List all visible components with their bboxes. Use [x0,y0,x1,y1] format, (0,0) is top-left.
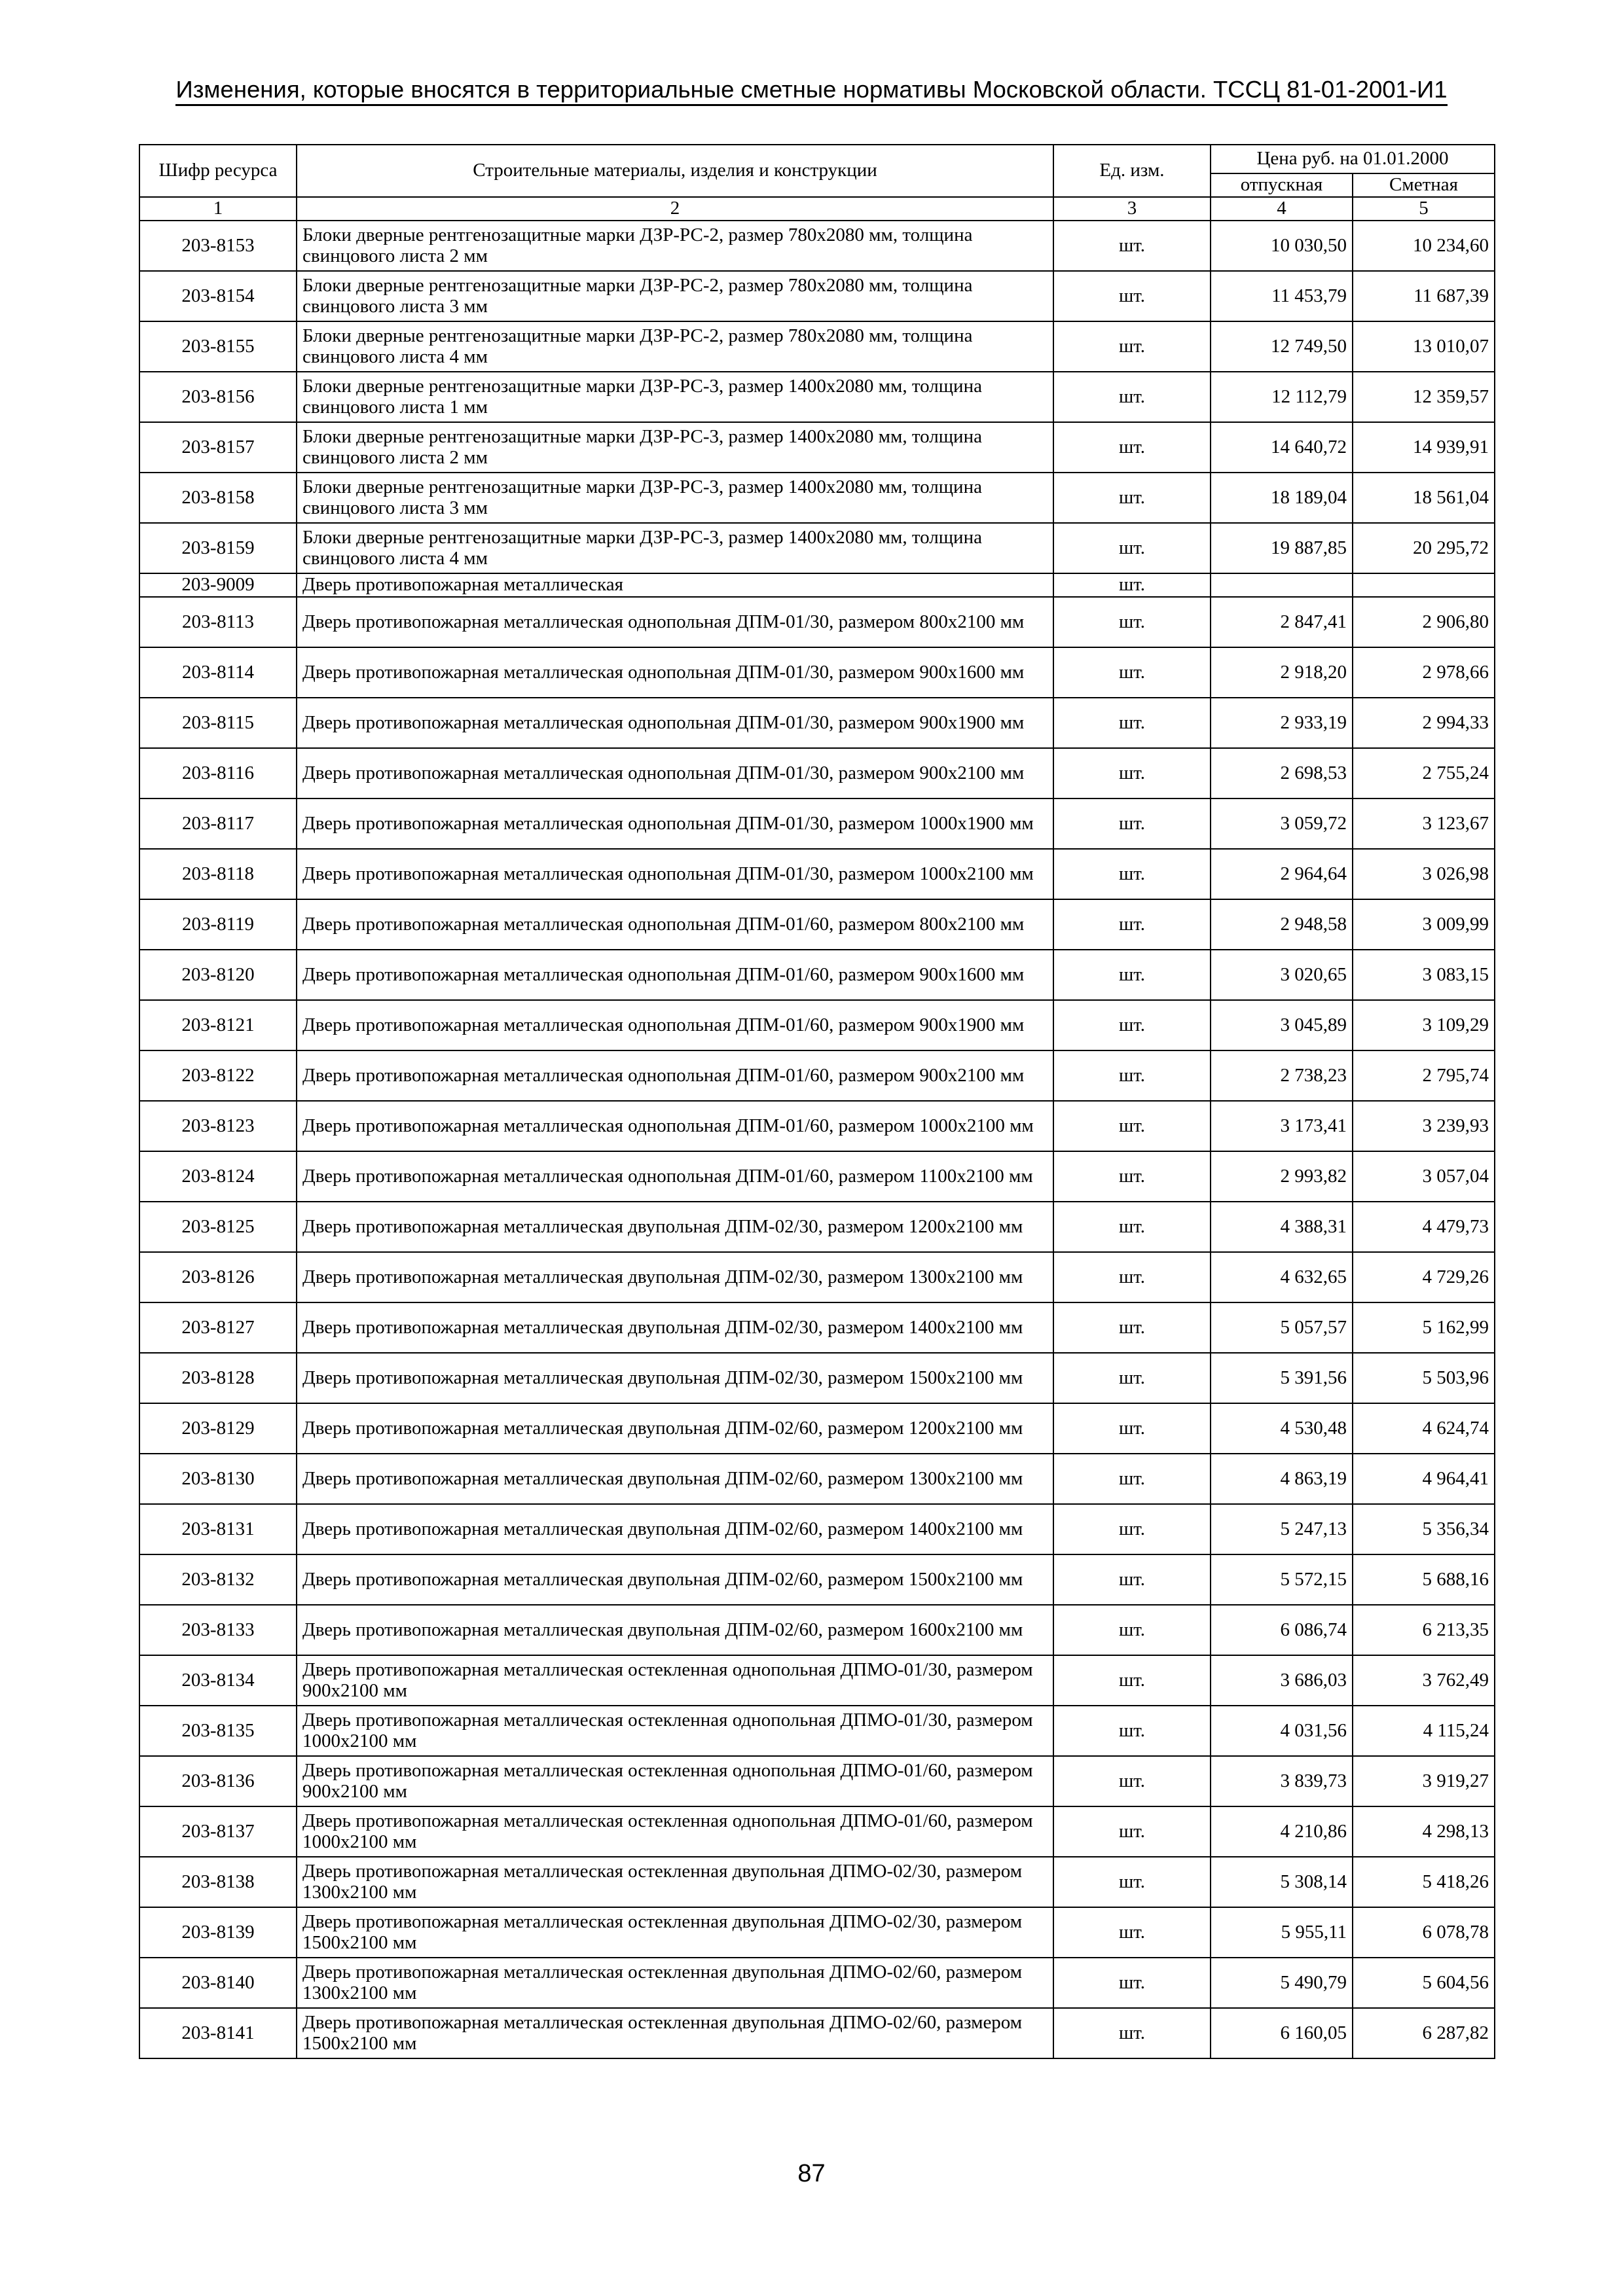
cell-code: 203-8127 [139,1302,297,1353]
cell-price-estimate: 3 026,98 [1353,849,1495,899]
cell-price-estimate: 4 964,41 [1353,1454,1495,1504]
cell-unit: шт. [1053,422,1211,473]
cell-price-estimate: 5 356,34 [1353,1504,1495,1554]
cell-price-estimate: 5 503,96 [1353,1353,1495,1403]
cell-price-estimate: 3 009,99 [1353,899,1495,950]
cell-code: 203-8155 [139,321,297,372]
cell-name: Дверь противопожарная металлическая однопольная ДПМ-01/30, размером 800х2100 мм [297,597,1053,647]
cell-code: 203-8113 [139,597,297,647]
table-row [139,1857,1495,1907]
table-row [139,372,1495,422]
column-number-row [139,197,1495,221]
cell-price-estimate: 3 123,67 [1353,798,1495,849]
cell-unit: шт. [1053,899,1211,950]
cell-price-estimate: 6 078,78 [1353,1907,1495,1958]
cell-code: 203-8118 [139,849,297,899]
table-row [139,473,1495,523]
cell-price-estimate: 3 762,49 [1353,1655,1495,1706]
cell-price-release: 5 057,57 [1211,1302,1353,1353]
cell-code: 203-8119 [139,899,297,950]
cell-name: Дверь противопожарная металлическая двупольная ДПМ-02/30, размером 1300х2100 мм [297,1252,1053,1302]
cell-price-release: 2 964,64 [1211,849,1353,899]
column-number: 1 [139,197,297,221]
cell-unit: шт. [1053,372,1211,422]
table-row [139,1353,1495,1403]
cell-name: Блоки дверные рентгенозащитные марки ДЗР-РС-2, размер 780х2080 мм, толщина свинцового листа 2 мм [297,221,1053,271]
cell-name: Дверь противопожарная металлическая остекленная двупольная ДПМО-02/30, размером 1500х2100 мм [297,1907,1053,1958]
cell-price-estimate: 4 479,73 [1353,1202,1495,1252]
column-number: 2 [297,197,1053,221]
cell-price-release: 4 530,48 [1211,1403,1353,1454]
cell-price-release: 2 847,41 [1211,597,1353,647]
cell-code: 203-8133 [139,1605,297,1655]
cell-price-estimate: 13 010,07 [1353,321,1495,372]
cell-name: Дверь противопожарная металлическая двупольная ДПМ-02/30, размером 1500х2100 мм [297,1353,1053,1403]
cell-price-release: 2 738,23 [1211,1050,1353,1101]
cell-price-release: 5 490,79 [1211,1958,1353,2008]
table-row [139,1907,1495,1958]
cell-name: Дверь противопожарная металлическая двупольная ДПМ-02/60, размером 1300х2100 мм [297,1454,1053,1504]
table-row [139,2008,1495,2058]
cell-price-estimate: 3 919,27 [1353,1756,1495,1806]
cell-name: Дверь противопожарная металлическая однопольная ДПМ-01/30, размером 900х2100 мм [297,748,1053,798]
cell-price-estimate: 5 162,99 [1353,1302,1495,1353]
cell-code: 203-8159 [139,523,297,573]
cell-code: 203-8157 [139,422,297,473]
table-row [139,1000,1495,1050]
cell-price-estimate: 14 939,91 [1353,422,1495,473]
cell-code: 203-8132 [139,1554,297,1605]
cell-unit: шт. [1053,1202,1211,1252]
cell-unit: шт. [1053,1958,1211,2008]
cell-price-release: 2 918,20 [1211,647,1353,698]
cell-code: 203-8134 [139,1655,297,1706]
cell-price-estimate: 3 083,15 [1353,950,1495,1000]
cell-code: 203-8135 [139,1706,297,1756]
cell-code: 203-8131 [139,1504,297,1554]
cell-price-estimate: 5 688,16 [1353,1554,1495,1605]
cell-price-release: 6 086,74 [1211,1605,1353,1655]
cell-price-estimate: 10 234,60 [1353,221,1495,271]
column-header-price-estimate: Сметная [1353,173,1495,197]
column-header-price-group: Цена руб. на 01.01.2000 [1211,145,1495,173]
table-row [139,523,1495,573]
cell-unit: шт. [1053,221,1211,271]
cell-price-estimate: 18 561,04 [1353,473,1495,523]
cell-name: Блоки дверные рентгенозащитные марки ДЗР-РС-3, размер 1400х2080 мм, толщина свинцового листа 1 мм [297,372,1053,422]
cell-name: Дверь противопожарная металлическая однопольная ДПМ-01/60, размером 900х2100 мм [297,1050,1053,1101]
cell-code: 203-8126 [139,1252,297,1302]
cell-unit: шт. [1053,647,1211,698]
cell-price-release: 3 686,03 [1211,1655,1353,1706]
table-row [139,1202,1495,1252]
cell-code: 203-8130 [139,1454,297,1504]
cell-name: Дверь противопожарная металлическая однопольная ДПМ-01/30, размером 900х1900 мм [297,698,1053,748]
cell-name: Блоки дверные рентгенозащитные марки ДЗР-РС-3, размер 1400х2080 мм, толщина свинцового листа 3 мм [297,473,1053,523]
cell-price-estimate: 6 287,82 [1353,2008,1495,2058]
cell-unit: шт. [1053,271,1211,321]
cell-name: Дверь противопожарная металлическая однопольная ДПМ-01/30, размером 1000х1900 мм [297,798,1053,849]
cell-unit: шт. [1053,1252,1211,1302]
cell-unit: шт. [1053,1151,1211,1202]
cell-price-estimate: 4 729,26 [1353,1252,1495,1302]
cell-price-release: 3 839,73 [1211,1756,1353,1806]
cell-unit: шт. [1053,321,1211,372]
cell-code: 203-8120 [139,950,297,1000]
cell-price-release: 5 247,13 [1211,1504,1353,1554]
table-row [139,1806,1495,1857]
cell-unit: шт. [1053,597,1211,647]
cell-name: Дверь противопожарная металлическая однопольная ДПМ-01/60, размером 1000х2100 мм [297,1101,1053,1151]
cell-code: 203-8117 [139,798,297,849]
table-row [139,1050,1495,1101]
cell-name: Дверь противопожарная металлическая остекленная однопольная ДПМО-01/30, размером 900х2100 мм [297,1655,1053,1706]
column-header-name: Строительные материалы, изделия и конструкции [297,145,1053,197]
cell-unit: шт. [1053,950,1211,1000]
cell-code: 203-8138 [139,1857,297,1907]
cell-name: Дверь противопожарная металлическая остекленная однопольная ДПМО-01/30, размером 1000х2100 мм [297,1706,1053,1756]
table-row [139,1302,1495,1353]
cell-name: Дверь противопожарная металлическая однопольная ДПМ-01/60, размером 800х2100 мм [297,899,1053,950]
cell-price-estimate: 3 057,04 [1353,1151,1495,1202]
cell-unit: шт. [1053,1050,1211,1101]
cell-name: Дверь противопожарная металлическая остекленная однопольная ДПМО-01/60, размером 900х2100 мм [297,1756,1053,1806]
table-row [139,1605,1495,1655]
cell-name: Дверь противопожарная металлическая однопольная ДПМ-01/30, размером 900х1600 мм [297,647,1053,698]
cell-price-release: 2 933,19 [1211,698,1353,748]
cell-name: Дверь противопожарная металлическая двупольная ДПМ-02/30, размером 1200х2100 мм [297,1202,1053,1252]
cell-price-release [1211,573,1353,597]
cell-unit: шт. [1053,1454,1211,1504]
cell-unit: шт. [1053,1756,1211,1806]
table-row [139,221,1495,271]
cell-name: Дверь противопожарная металлическая однопольная ДПМ-01/60, размером 900х1900 мм [297,1000,1053,1050]
price-table [139,144,1495,2059]
cell-code: 203-8156 [139,372,297,422]
cell-unit: шт. [1053,573,1211,597]
cell-price-release: 3 045,89 [1211,1000,1353,1050]
cell-price-release: 3 020,65 [1211,950,1353,1000]
cell-name: Дверь противопожарная металлическая однопольная ДПМ-01/60, размером 1100х2100 мм [297,1151,1053,1202]
cell-price-release: 6 160,05 [1211,2008,1353,2058]
cell-price-release: 12 749,50 [1211,321,1353,372]
cell-price-estimate: 20 295,72 [1353,523,1495,573]
cell-unit: шт. [1053,1504,1211,1554]
cell-price-release: 4 388,31 [1211,1202,1353,1252]
cell-price-estimate: 2 994,33 [1353,698,1495,748]
table-row [139,1151,1495,1202]
cell-name: Блоки дверные рентгенозащитные марки ДЗР-РС-2, размер 780х2080 мм, толщина свинцового листа 4 мм [297,321,1053,372]
table-row [139,573,1495,597]
header-row [139,145,1495,173]
table-row [139,899,1495,950]
cell-code: 203-8140 [139,1958,297,2008]
cell-code: 203-8141 [139,2008,297,2058]
page-header [0,76,1623,103]
table-row [139,1504,1495,1554]
cell-price-release: 4 863,19 [1211,1454,1353,1504]
cell-price-estimate: 4 298,13 [1353,1806,1495,1857]
cell-price-release: 19 887,85 [1211,523,1353,573]
cell-name: Дверь противопожарная металлическая однопольная ДПМ-01/60, размером 900х1600 мм [297,950,1053,1000]
cell-price-estimate: 2 906,80 [1353,597,1495,647]
cell-code: 203-8121 [139,1000,297,1050]
table-body [139,221,1495,2058]
table-row [139,1554,1495,1605]
cell-name: Дверь противопожарная металлическая двупольная ДПМ-02/60, размером 1600х2100 мм [297,1605,1053,1655]
table-row [139,698,1495,748]
cell-unit: шт. [1053,1000,1211,1050]
cell-price-estimate: 3 239,93 [1353,1101,1495,1151]
cell-price-release: 10 030,50 [1211,221,1353,271]
column-number: 5 [1353,197,1495,221]
cell-unit: шт. [1053,1655,1211,1706]
cell-name: Дверь противопожарная металлическая двупольная ДПМ-02/30, размером 1400х2100 мм [297,1302,1053,1353]
cell-unit: шт. [1053,1706,1211,1756]
cell-unit: шт. [1053,2008,1211,2058]
cell-price-release: 12 112,79 [1211,372,1353,422]
cell-code: 203-8122 [139,1050,297,1101]
page-title: Изменения, которые вносятся в территориальные сметные нормативы Московской области. ТССЦ 81-01-2001-И1 [175,76,1447,106]
cell-unit: шт. [1053,1403,1211,1454]
cell-unit: шт. [1053,473,1211,523]
cell-code: 203-8115 [139,698,297,748]
cell-unit: шт. [1053,1907,1211,1958]
cell-unit: шт. [1053,1302,1211,1353]
cell-code: 203-8139 [139,1907,297,1958]
cell-code: 203-8129 [139,1403,297,1454]
cell-code: 203-8128 [139,1353,297,1403]
table-row [139,1655,1495,1706]
cell-code: 203-8136 [139,1756,297,1806]
cell-price-release: 4 210,86 [1211,1806,1353,1857]
cell-code: 203-8153 [139,221,297,271]
cell-name: Дверь противопожарная металлическая остекленная однопольная ДПМО-01/60, размером 1000х2100 мм [297,1806,1053,1857]
table-row [139,798,1495,849]
cell-price-release: 11 453,79 [1211,271,1353,321]
table-row [139,1958,1495,2008]
cell-code: 203-8114 [139,647,297,698]
cell-unit: шт. [1053,849,1211,899]
table-row [139,748,1495,798]
cell-code: 203-8158 [139,473,297,523]
cell-price-release: 4 031,56 [1211,1706,1353,1756]
cell-code: 203-8154 [139,271,297,321]
cell-unit: шт. [1053,798,1211,849]
cell-price-estimate: 3 109,29 [1353,1000,1495,1050]
table-row [139,1252,1495,1302]
cell-unit: шт. [1053,1554,1211,1605]
cell-name: Блоки дверные рентгенозащитные марки ДЗР-РС-2, размер 780х2080 мм, толщина свинцового листа 3 мм [297,271,1053,321]
cell-unit: шт. [1053,748,1211,798]
table-row [139,950,1495,1000]
cell-name: Дверь противопожарная металлическая однопольная ДПМ-01/30, размером 1000х2100 мм [297,849,1053,899]
cell-name: Дверь противопожарная металлическая остекленная двупольная ДПМО-02/60, размером 1300х2100 мм [297,1958,1053,2008]
cell-code: 203-8123 [139,1101,297,1151]
column-header-price-release: отпускная [1211,173,1353,197]
cell-price-release: 2 698,53 [1211,748,1353,798]
table-row [139,647,1495,698]
cell-price-estimate: 6 213,35 [1353,1605,1495,1655]
cell-price-release: 5 308,14 [1211,1857,1353,1907]
column-header-code: Шифр ресурса [139,145,297,197]
cell-price-estimate: 2 755,24 [1353,748,1495,798]
cell-price-release: 5 572,15 [1211,1554,1353,1605]
cell-price-estimate: 5 604,56 [1353,1958,1495,2008]
table-row [139,1101,1495,1151]
table-row [139,1706,1495,1756]
cell-price-release: 5 955,11 [1211,1907,1353,1958]
cell-price-estimate: 11 687,39 [1353,271,1495,321]
cell-name: Дверь противопожарная металлическая остекленная двупольная ДПМО-02/60, размером 1500х2100 мм [297,2008,1053,2058]
cell-price-estimate: 4 624,74 [1353,1403,1495,1454]
column-header-unit: Ед. изм. [1053,145,1211,197]
column-number: 3 [1053,197,1211,221]
cell-unit: шт. [1053,1101,1211,1151]
cell-unit: шт. [1053,1353,1211,1403]
cell-price-estimate: 2 978,66 [1353,647,1495,698]
cell-price-release: 18 189,04 [1211,473,1353,523]
table-row [139,1403,1495,1454]
cell-unit: шт. [1053,698,1211,748]
table-row [139,321,1495,372]
cell-price-estimate: 5 418,26 [1353,1857,1495,1907]
cell-code: 203-8125 [139,1202,297,1252]
cell-unit: шт. [1053,1857,1211,1907]
cell-price-release: 5 391,56 [1211,1353,1353,1403]
cell-price-release: 2 948,58 [1211,899,1353,950]
cell-code: 203-8137 [139,1806,297,1857]
cell-price-release: 2 993,82 [1211,1151,1353,1202]
cell-price-release: 4 632,65 [1211,1252,1353,1302]
cell-price-estimate: 2 795,74 [1353,1050,1495,1101]
table-header [139,145,1495,221]
table-row [139,271,1495,321]
cell-name: Дверь противопожарная металлическая двупольная ДПМ-02/60, размером 1200х2100 мм [297,1403,1053,1454]
table-row [139,1756,1495,1806]
cell-code: 203-8124 [139,1151,297,1202]
cell-price-estimate [1353,573,1495,597]
cell-name: Дверь противопожарная металлическая двупольная ДПМ-02/60, размером 1400х2100 мм [297,1504,1053,1554]
table-row [139,1454,1495,1504]
cell-price-estimate: 12 359,57 [1353,372,1495,422]
cell-name: Блоки дверные рентгенозащитные марки ДЗР-РС-3, размер 1400х2080 мм, толщина свинцового листа 4 мм [297,523,1053,573]
cell-unit: шт. [1053,1605,1211,1655]
cell-name: Дверь противопожарная металлическая двупольная ДПМ-02/60, размером 1500х2100 мм [297,1554,1053,1605]
page-number: 87 [797,2160,826,2187]
cell-price-release: 3 059,72 [1211,798,1353,849]
cell-code: 203-8116 [139,748,297,798]
column-number: 4 [1211,197,1353,221]
cell-price-release: 3 173,41 [1211,1101,1353,1151]
cell-name: Блоки дверные рентгенозащитные марки ДЗР-РС-3, размер 1400х2080 мм, толщина свинцового листа 2 мм [297,422,1053,473]
table-row [139,422,1495,473]
cell-price-estimate: 4 115,24 [1353,1706,1495,1756]
cell-price-release: 14 640,72 [1211,422,1353,473]
cell-unit: шт. [1053,523,1211,573]
cell-code: 203-9009 [139,573,297,597]
cell-name: Дверь противопожарная металлическая остекленная двупольная ДПМО-02/30, размером 1300х2100 мм [297,1857,1053,1907]
cell-name: Дверь противопожарная металлическая [297,573,1053,597]
cell-unit: шт. [1053,1806,1211,1857]
table-row [139,849,1495,899]
table-row [139,597,1495,647]
